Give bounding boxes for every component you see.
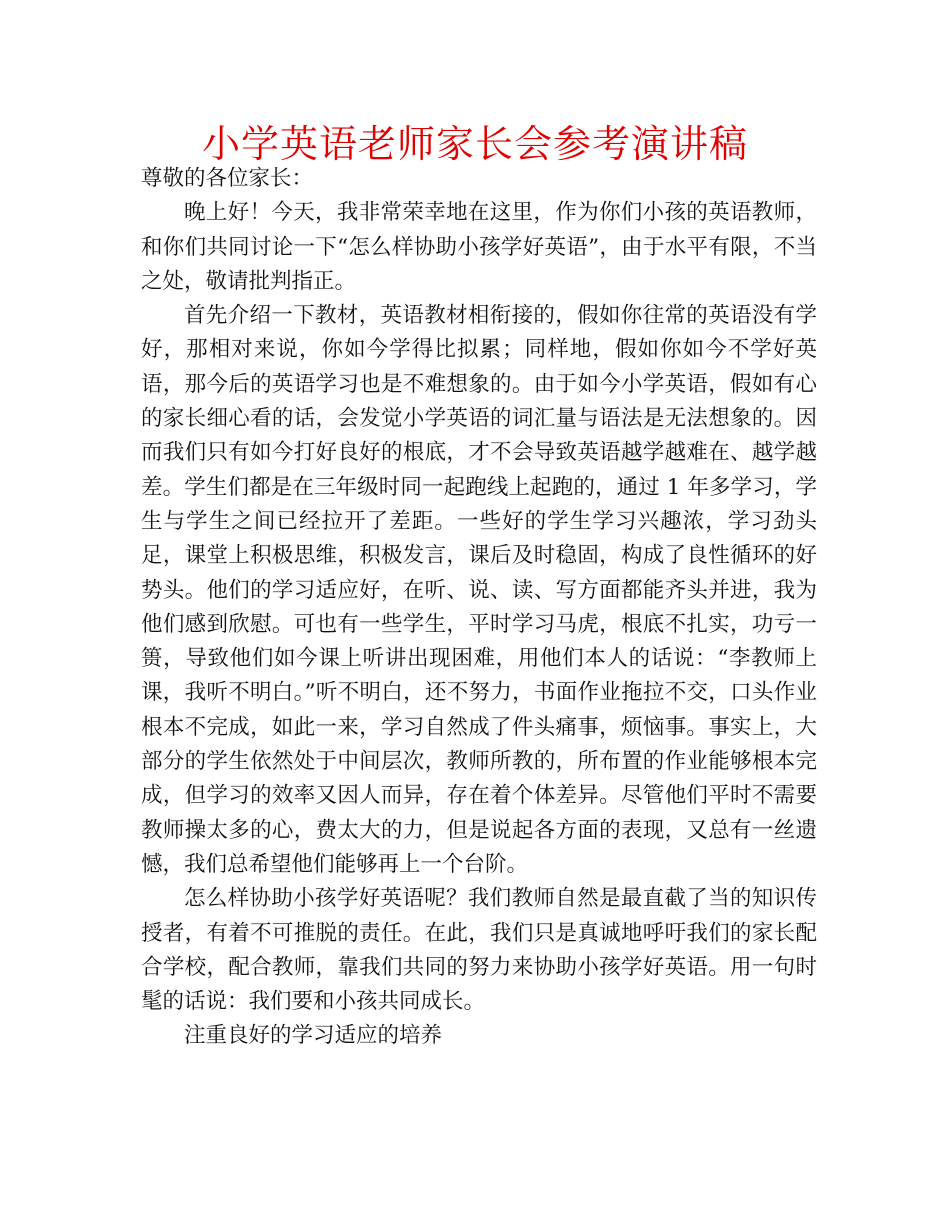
- document-body: [141, 162, 817, 1054]
- document-title: 小学英语老师家长会参考演讲稿: [201, 122, 748, 166]
- paragraph-textbook: 首先介绍一下教材，英语教材相衔接的，假如你往常的英语没有学好，那相对来说，你如今学得比拟累；同样地，假如你如今不学好英语，那今后的英语学习也是不难想象的。由于如今小学英语，假如有心的家长细心看的话，会发觉小学英语的词汇量与语法是无法想象的。因而我们只有如今打好良好的根底，才不会导致英语越学越难在、越学越差。学生们都是在三年级时同一起跑线上起跑的，通过 1 年多学习，学生与学生之间已经拉开了差距。一些好的学生学习兴趣浓，学习劲头足，课堂上积极思维，积极发言，课后及时稳固，构成了良性循环的好势头。他们的学习适应好，在听、说、读、写方面都能齐头并进，我为他们感到欣慰。可也有一些学生，平时学习马虎，根底不扎实，功亏一篑，导致他们如今课上听讲出现困难，用他们本人的话说：“李教师上课，我听不明白。”听不明白，还不努力，书面作业拖拉不交，口头作业根本不完成，如此一来，学习自然成了件头痛事，烦恼事。事实上，大部分的学生依然处于中间层次，教师所教的，所布置的作业能够根本完成，但学习的效率又因人而异，存在着个体差异。尽管他们平时不需要教师操太多的心，费太大的力，但是说起各方面的表现，又总有一丝遗憾，我们总希望他们能够再上一个台阶。: [141, 303, 817, 877]
- paragraph-opening: 晚上好！今天，我非常荣幸地在这里，作为你们小孩的英语教师，和你们共同讨论一下“怎么样协助小孩学好英语”，由于水平有限，不当之处，敬请批判指正。: [141, 200, 817, 294]
- greeting-line: 尊敬的各位家长：: [141, 166, 314, 191]
- paragraph-help: 怎么样协助小孩学好英语呢？我们教师自然是最直截了当的知识传授者，有着不可推脱的责任。在此，我们只是真诚地呼吁我们的家长配合学校，配合教师，靠我们共同的努力来协助小孩学好英语。用一句时髦的话说：我们要和小孩共同成长。: [141, 886, 817, 1015]
- section-subheading: 注重良好的学习适应的培养: [184, 1023, 443, 1049]
